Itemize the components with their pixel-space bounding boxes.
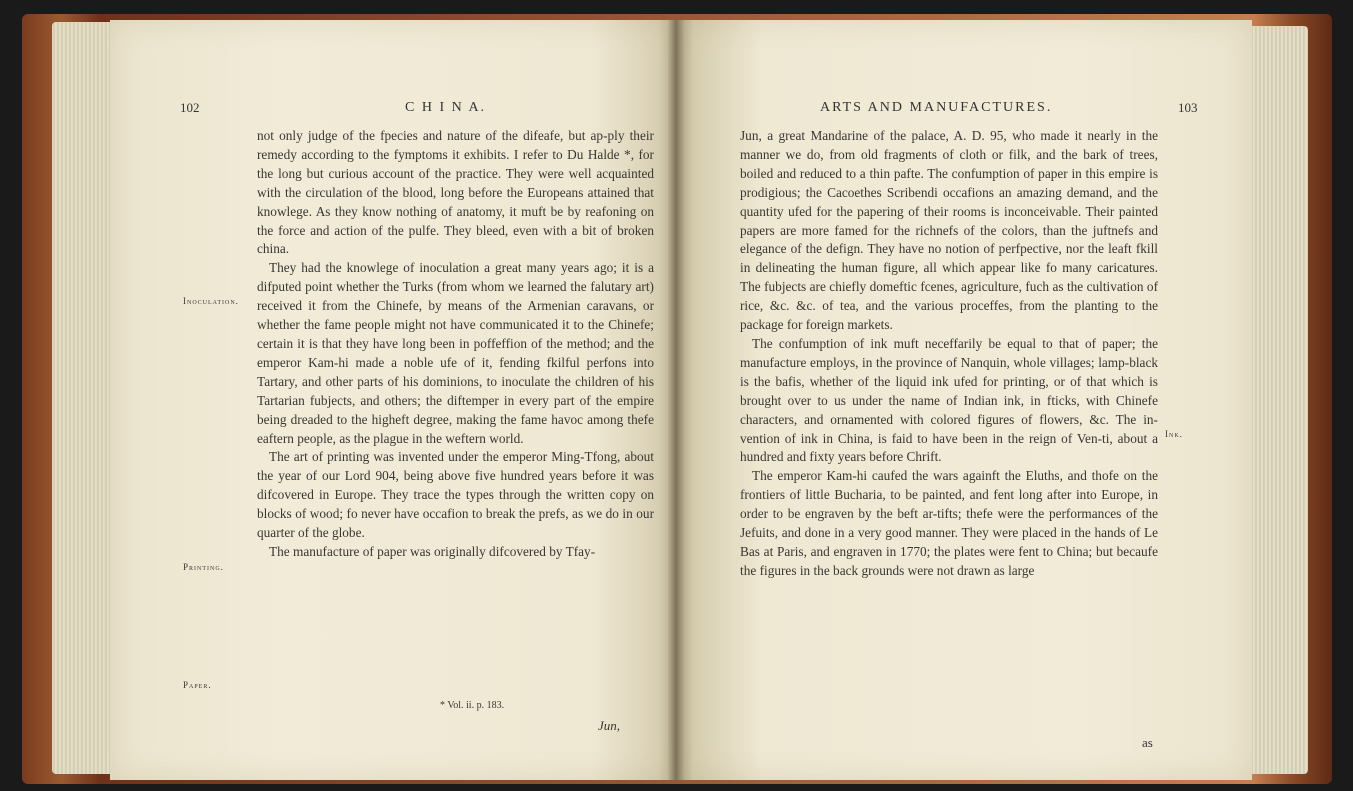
right-catchword: as bbox=[1142, 735, 1153, 750]
page-edges-right bbox=[1246, 26, 1308, 774]
left-catchword: Jun, bbox=[598, 718, 621, 733]
left-para-3: The art of printing was invented under the emperor Ming-Tfong, about the year of our Lord 904, being above five hundred years before it was difcovered in Europe. They trace the types through the written copy on blocks of wood; fo never have occafion to break the prefs, as we do in our quarter of the globe. bbox=[257, 449, 654, 541]
left-para-1: not only judge of the fpecies and nature of the difeafe, but ap-ply their remedy according to the fymptoms it exhibits. I refer to Du Halde *, for the long but curious account of the practice. They were well acquainted with the circulation of the blood, long before the Europeans attained that knowlege. As they know nothing of anatomy, it muft be by reafoning on the force and action of the pulfe. They bleed, even with a bit of broken china. bbox=[257, 128, 654, 257]
right-page-number: 103 bbox=[1178, 100, 1198, 115]
left-page-number: 102 bbox=[180, 100, 200, 115]
right-body bbox=[740, 127, 1158, 581]
right-para-1: Jun, a great Mandarine of the palace, A. D. 95, who made it nearly in the manner we do, from old fragments of cloth or filk, and the bark of trees, boiled and reduced to a thin pafte. The confumption of paper in this empire is prodigious; the Cacoethes Scribendi occafions an amazing demand, and the quantity ufed for the papering of their rooms is inconceivable. Their painted papers are more famed for the richnefs of the colors, than the juftnefs and elegance of the defign. They have no notion of perfpective, nor the leaft fkill in delineating the human figure, all which appear like fo many caricatures. The fubjects are chiefly domeftic fcenes, agriculture, fuch as the cultivation of rice, &c. &c. of tea, and the various proceffes, from the planting to the package for foreign markets. bbox=[740, 128, 1158, 333]
right-running-head: ARTS AND MANUFACTURES. bbox=[820, 100, 1053, 115]
book-gutter bbox=[668, 20, 684, 780]
margin-note-ink: Ink. bbox=[1165, 429, 1183, 439]
footnote: * Vol. ii. p. 183. bbox=[440, 700, 505, 711]
right-para-3: The emperor Kam-hi caufed the wars againft the Eluths, and thofe on the frontiers of little Bucharia, to be painted, and fent long after into Europe, in order to be engraven by the beft ar-tifts; thefe were the performances of the Jefuits, and done in a very good manner. They were placed in the hands of Le Bas at Paris, and engraven in 1770; the plates were fent to China; but becaufe the figures in the back grounds were not drawn as large bbox=[740, 468, 1158, 578]
left-body bbox=[257, 127, 654, 562]
left-para-4: The manufacture of paper was originally difcovered by Tfay- bbox=[269, 543, 596, 559]
left-para-2: They had the knowlege of inoculation a great many years ago; it is a difputed point whether the Turks (from whom we learned the falutary art) received it from the Chinefe, by means of the Armenian caravans, or whether the fame people might not have communicated it to the Chinefe; certain it is that they have long been in poffeffion of the method; and the emperor Kam-hi made a noble ufe of it, fending fkilful perfons into Tartary, and other parts of his dominions, to inoculate the children of his Tartarian fubjects, and others; the diftemper in every part of the empire being dreaded to the higheft degree, making the fame havoc among thefe eaftern people, as the plague in the weftern world. bbox=[257, 260, 654, 446]
margin-note-inoculation: Inoculation. bbox=[183, 296, 239, 306]
margin-note-paper: Paper. bbox=[183, 680, 212, 690]
right-para-2: The confumption of ink muft neceffarily be equal to that of paper; the manufacture employs, in the province of Nanquin, whole villages; lamp-black is the bafis, whether of the liquid ink ufed for printing, or of that which is brought over to us under the name of Indian ink, in fticks, with Chinefe characters, and ornamented with colored figures of flowers, &c. The in-vention of ink in China, is faid to have been in the reign of Ven-ti, about a hundred and fixty years before Chrift. bbox=[740, 335, 1158, 465]
left-running-head: C H I N A. bbox=[405, 100, 487, 115]
margin-note-printing: Printing. bbox=[183, 562, 224, 572]
